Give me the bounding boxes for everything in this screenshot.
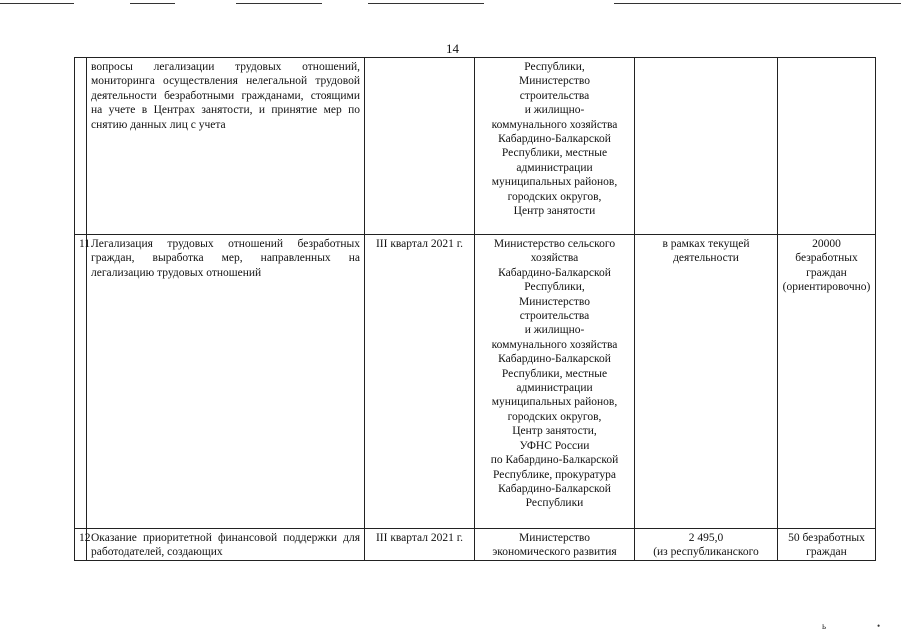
result-line: 20000 — [812, 238, 841, 250]
executor-line: строительства — [519, 89, 590, 102]
scan-edge-line — [236, 3, 322, 4]
result-line: 50 безработных — [788, 532, 865, 544]
executors-cell — [475, 529, 635, 561]
row-number — [75, 58, 87, 235]
executor-line: Министерство — [519, 295, 590, 308]
funding-cell — [635, 529, 778, 561]
executor-line: Министерство сельского — [493, 238, 616, 250]
executor-line: коммунального хозяйства — [491, 118, 618, 131]
executor-line: Центр занятости, — [512, 425, 597, 438]
executor-line: строительства — [519, 310, 590, 323]
scan-edge-line — [614, 3, 901, 4]
executor-line: Министерство — [519, 75, 590, 88]
funding-cell — [635, 58, 778, 235]
result-cell — [778, 58, 876, 235]
result-line: безработных — [795, 252, 858, 265]
result-cell — [778, 529, 876, 561]
executor-line: Республики — [525, 497, 584, 510]
deadline-cell: III квартал 2021 г. — [365, 529, 475, 561]
result-line: (ориентировочно) — [782, 281, 871, 294]
scan-edge-line — [368, 3, 484, 4]
result-cell — [778, 235, 876, 529]
scan-edge-line — [0, 3, 74, 4]
measures-table — [74, 57, 876, 561]
executor-line: Кабардино-Балкарской — [498, 266, 611, 279]
executor-line: и жилищно- — [524, 324, 585, 337]
footer-mark: • — [877, 621, 881, 631]
measure-description: вопросы легализации трудовых отношений, мониторинга осуществления нелегальной трудовой деятельности безработными гражданами, стоящими на учете в Центрах занятости, и принятие мер по снятию данных лиц с учета — [87, 58, 365, 235]
executor-line: и жилищно- — [524, 104, 585, 117]
deadline-cell — [365, 58, 475, 235]
executors-cell — [475, 58, 635, 235]
executor-line: Кабардино-Балкарской — [498, 353, 611, 366]
funding-line: (из республиканского — [653, 546, 759, 559]
funding-line: деятельности — [673, 252, 739, 265]
executor-line: Республике, прокуратура — [493, 468, 616, 481]
executor-line: городских округов, — [507, 410, 602, 423]
executor-line: муниципальных районов, — [491, 176, 618, 189]
executor-line: Республики, местные — [501, 147, 608, 160]
funding-line: в рамках текущей — [662, 238, 750, 250]
page-number: 14 — [446, 41, 459, 56]
executor-line: Министерство — [519, 532, 590, 544]
executors-cell — [475, 235, 635, 529]
footer-mark: ь — [822, 621, 827, 631]
row-number: 12 — [75, 529, 87, 561]
executor-line: администрации — [516, 161, 593, 174]
table-row — [75, 235, 876, 529]
result-line: граждан — [806, 266, 847, 279]
executor-line: муниципальных районов, — [491, 396, 618, 409]
executor-line: хозяйства — [530, 252, 579, 265]
executor-line: коммунального хозяйства — [491, 338, 618, 351]
executor-line: администрации — [516, 382, 593, 395]
measure-description: Легализация трудовых отношений безработных граждан, выработка мер, направленных на легализацию трудовых отношений — [87, 235, 365, 529]
executor-line: Кабардино-Балкарской — [498, 482, 611, 495]
deadline-cell: III квартал 2021 г. — [365, 235, 475, 529]
table-row — [75, 529, 876, 561]
funding-cell — [635, 235, 778, 529]
executor-line: Кабардино-Балкарской — [498, 133, 611, 146]
executor-line: Республики, местные — [501, 367, 608, 380]
measure-description: Оказание приоритетной финансовой поддержки для работодателей, создающих — [87, 529, 365, 561]
table-row — [75, 58, 876, 235]
row-number: 11 — [75, 235, 87, 529]
executor-line: Республики, — [524, 281, 585, 294]
executor-line: Центр занятости — [513, 205, 596, 218]
scan-edge-line — [130, 3, 175, 4]
executor-line: Республики, — [524, 61, 585, 73]
result-line: граждан — [806, 546, 847, 559]
executor-line: по Кабардино-Балкарской — [490, 454, 619, 467]
executor-line: УФНС России — [519, 439, 590, 452]
executor-line: городских округов, — [507, 190, 602, 203]
funding-line: 2 495,0 — [688, 532, 724, 544]
executor-line: экономического развития — [492, 546, 617, 559]
